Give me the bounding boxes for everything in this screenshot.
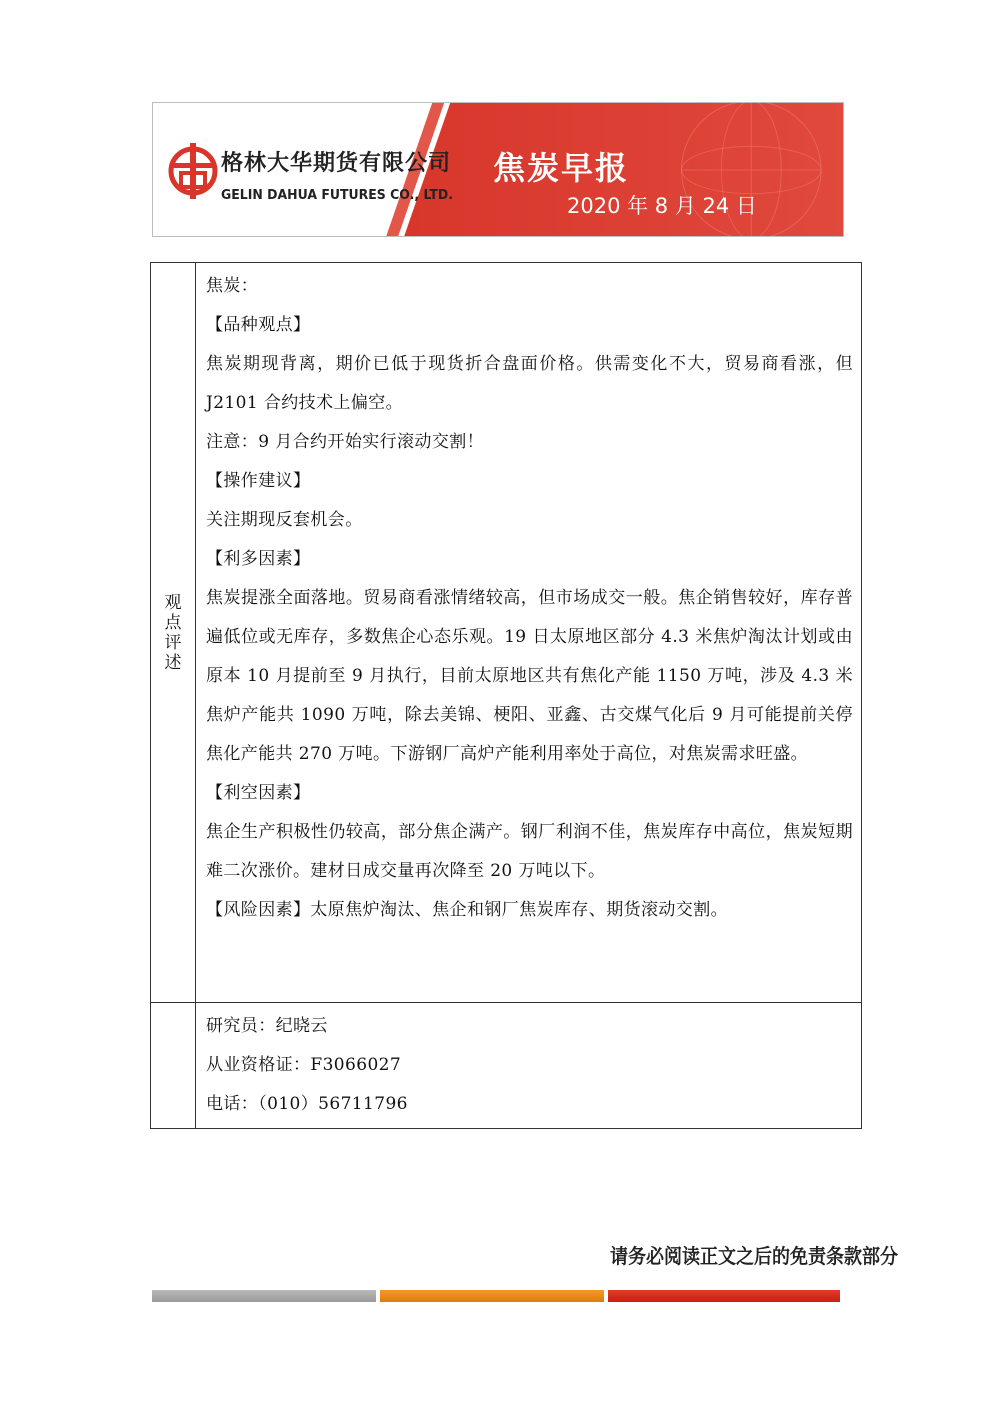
researcher-cell <box>196 1003 862 1129</box>
paragraph-bearish: 焦企生产积极性仍较高，部分焦企满产。钢厂利润不佳，焦炭库存中高位，焦炭短期难二次涨价。建材日成交量再次降至 20 万吨以下。 <box>206 822 853 881</box>
section-heading-suggestion: 【操作建议】 <box>206 471 311 491</box>
section-heading-bullish: 【利多因素】 <box>206 549 311 569</box>
empty-side-cell <box>151 1003 196 1129</box>
commentary-row <box>151 263 862 1003</box>
paragraph-view: 焦炭期现背离，期价已低于现货折合盘面价格。供需变化不大，贸易商看涨，但 J2101 合约技术上偏空。 <box>206 354 853 413</box>
researcher-name: 研究员：纪晓云 <box>206 1016 328 1036</box>
license-number: 从业资格证：F3066027 <box>206 1055 402 1075</box>
footer-bar-orange <box>380 1290 604 1302</box>
paragraph-risk: 【风险因素】太原焦炉淘汰、焦企和钢厂焦炭库存、期货滚动交割。 <box>206 900 728 920</box>
paragraph-title: 焦炭： <box>206 276 259 296</box>
commentary-cell <box>196 263 862 1003</box>
footer-bar-red <box>608 1290 840 1302</box>
side-label: 观点评述 <box>164 592 182 673</box>
paragraph-suggestion: 关注期现反套机会。 <box>206 510 363 530</box>
report-title: 焦炭早报 <box>493 149 630 187</box>
company-logo-icon <box>167 137 219 205</box>
paragraph-bullish: 焦炭提涨全面落地。贸易商看涨情绪较高，但市场成交一般。焦企销售较好，库存普遍低位或无库存，多数焦企心态乐观。19 日太原地区部分 4.3 米焦炉淘汰计划或由原本 10 月提前至 9 月执行，目前太原地区共有焦化产能 1150 万吨，涉及 4.3 米焦炉产能共 1090 万吨，除去美锦、梗阳、亚鑫、古交煤气化后 9 月可能提前关停焦化产能共 270 万吨。下游钢厂高炉产能利用率处于高位，对焦炭需求旺盛。 <box>206 588 853 764</box>
report-table <box>150 262 862 1129</box>
researcher-row <box>151 1003 862 1129</box>
footer-bar-gray <box>152 1290 376 1302</box>
disclaimer-text: 请务必阅读正文之后的免责条款部分 <box>610 1244 898 1268</box>
report-date: 2020 年 8 月 24 日 <box>567 194 757 218</box>
paragraph-note: 注意：9 月合约开始实行滚动交割！ <box>206 432 485 452</box>
side-label-cell <box>151 263 196 1003</box>
section-heading-bearish: 【利空因素】 <box>206 783 311 803</box>
phone-number: 电话：（010）56711796 <box>206 1094 408 1114</box>
company-name-en: GELIN DAHUA FUTURES CO., LTD. <box>221 188 453 203</box>
section-heading-view: 【品种观点】 <box>206 315 311 335</box>
company-name-cn: 格林大华期货有限公司 <box>221 151 452 176</box>
report-banner <box>152 102 844 237</box>
